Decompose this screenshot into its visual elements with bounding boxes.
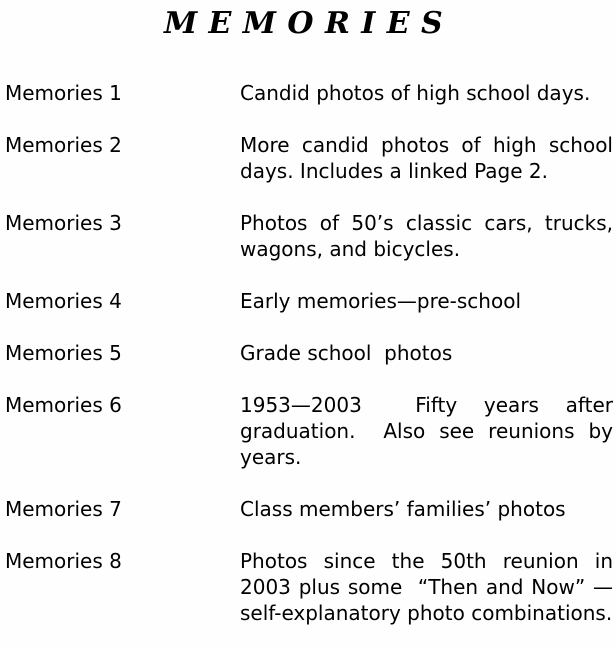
memories-row-1 xyxy=(5,80,613,106)
row-description: 1953—2003 Fifty years after graduation. Also see reunions by years. xyxy=(240,393,613,469)
memories-row-2 xyxy=(5,132,613,184)
memories-row-8 xyxy=(5,548,613,626)
row-description: Early memories—pre-school xyxy=(240,289,521,313)
row-description: Photos of 50’s classic cars, trucks, wagons, and bicycles. xyxy=(240,211,613,261)
row-label: Memories 4 xyxy=(5,289,122,313)
row-label: Memories 2 xyxy=(5,133,122,157)
memories-row-3 xyxy=(5,210,613,262)
memories-row-7 xyxy=(5,496,613,522)
row-label: Memories 3 xyxy=(5,211,122,235)
row-label: Memories 1 xyxy=(5,81,122,105)
row-label: Memories 7 xyxy=(5,497,122,521)
memories-row-6 xyxy=(5,392,613,470)
row-description: More candid photos of high school days. Includes a linked Page 2. xyxy=(240,133,613,183)
memories-row-5 xyxy=(5,340,613,366)
row-label: Memories 5 xyxy=(5,341,122,365)
row-description: Photos since the 50th reunion in 2003 plus some “Then and Now” — self-explanatory photo combinations. xyxy=(240,549,613,625)
row-description: Grade school photos xyxy=(240,341,453,365)
memories-row-4 xyxy=(5,288,613,314)
row-description: Candid photos of high school days. xyxy=(240,81,591,105)
page-title: MEMORIES xyxy=(163,6,455,41)
row-label: Memories 8 xyxy=(5,549,122,573)
row-label: Memories 6 xyxy=(5,393,122,417)
row-description: Class members’ families’ photos xyxy=(240,497,566,521)
